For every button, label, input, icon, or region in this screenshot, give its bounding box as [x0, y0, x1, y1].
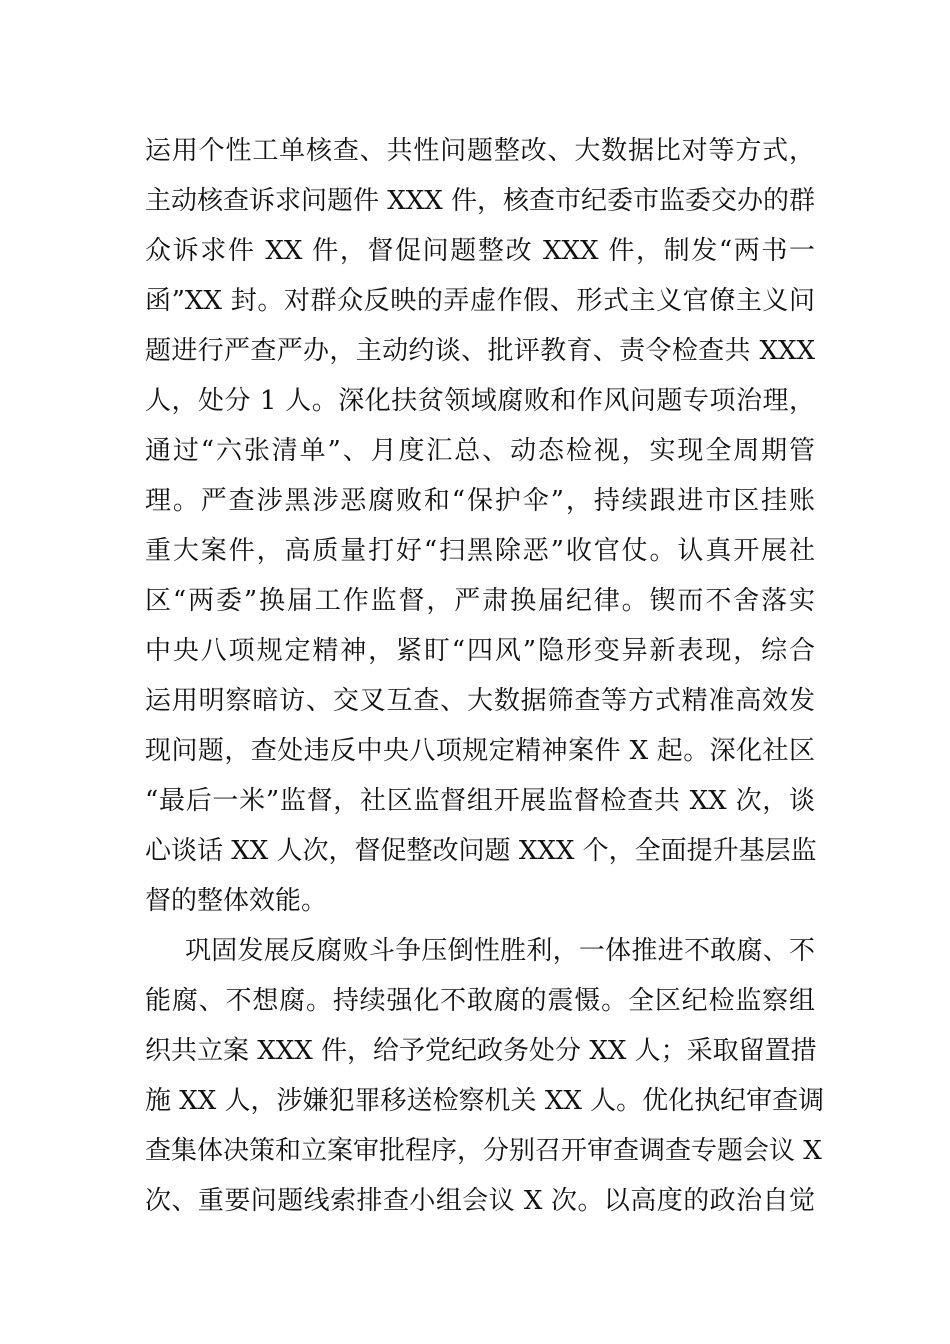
text-line: 现问题，查处违反中央八项规定精神案件 X 起。深化社区 [145, 736, 815, 766]
paragraph-1 [145, 126, 815, 926]
paragraph-2 [145, 926, 825, 1226]
text-line: 能腐、不想腐。持续强化不敢腐的震慑。全区纪检监察组 [145, 986, 815, 1016]
text-line: 通过“六张清单”、月度汇总、动态检视，实现全周期管 [145, 436, 815, 466]
text-line: 函”XX 封。对群众反映的弄虚作假、形式主义官僚主义问 [145, 286, 815, 316]
text-line: 织共立案 XXX 件，给予党纪政务处分 XX 人；采取留置措 [145, 1036, 817, 1066]
text-line: 巩固发展反腐败斗争压倒性胜利，一体推进不敢腐、不 [185, 936, 815, 966]
body-text [145, 126, 825, 1226]
text-line: 理。严查涉黑涉恶腐败和“保护伞”，持续跟进市区挂账 [145, 486, 815, 516]
text-line: “最后一米”监督，社区监督组开展监督检查共 XX 次，谈 [145, 786, 815, 816]
text-line: 运用个性工单核查、共性问题整改、大数据比对等方式， [145, 136, 815, 166]
text-line: 督的整体效能。 [145, 886, 328, 916]
text-line: 重大案件，高质量打好“扫黑除恶”收官仗。认真开展社 [145, 536, 815, 566]
text-line: 众诉求件 XX 件，督促问题整改 XXX 件，制发“两书一 [145, 236, 815, 266]
text-line: 区“两委”换届工作监督，严肃换届纪律。锲而不舍落实 [145, 586, 815, 616]
text-line: 人，处分 1 人。深化扶贫领域腐败和作风问题专项治理， [145, 386, 815, 416]
text-line: 中央八项规定精神，紧盯“四风”隐形变异新表现，综合 [145, 636, 815, 666]
text-line: 主动核查诉求问题件 XXX 件，核查市纪委市监委交办的群 [145, 186, 816, 216]
text-line: 次、重要问题线索排查小组会议 X 次。以高度的政治自觉 [145, 1186, 815, 1216]
text-line: 题进行严查严办，主动约谈、批评教育、责令检查共 XXX [145, 336, 815, 366]
text-line: 心谈话 XX 人次，督促整改问题 XXX 个，全面提升基层监 [145, 836, 817, 866]
text-line: 查集体决策和立案审批程序，分别召开审查调查专题会议 X [145, 1136, 822, 1166]
text-line: 运用明察暗访、交叉互查、大数据筛查等方式精准高效发 [145, 686, 815, 716]
text-line: 施 XX 人，涉嫌犯罪移送检察机关 XX 人。优化执纪审查调 [145, 1086, 825, 1116]
